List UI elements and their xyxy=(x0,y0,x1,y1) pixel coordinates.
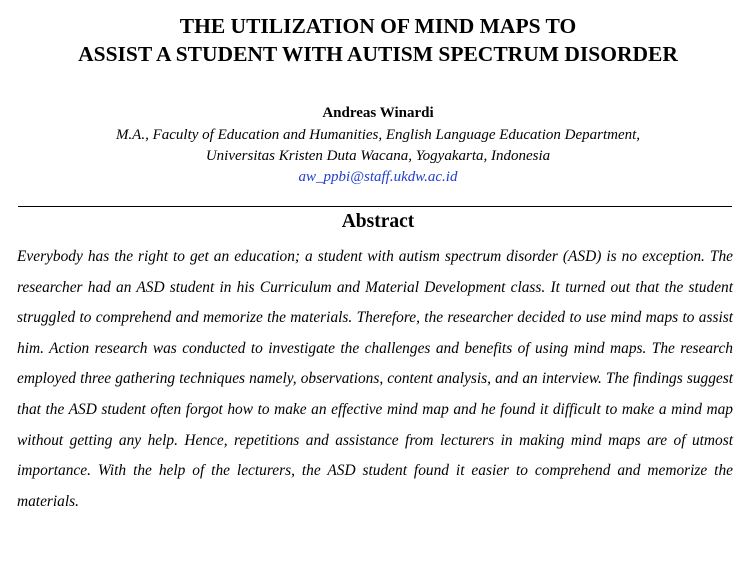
title-line-1: THE UTILIZATION OF MIND MAPS TO xyxy=(179,14,577,38)
author-email-link[interactable]: aw_ppbi@staff.ukdw.ac.id xyxy=(298,169,458,185)
author-affiliation xyxy=(0,125,756,188)
author-name: Andreas Winardi xyxy=(322,105,434,121)
abstract-heading: Abstract xyxy=(341,211,415,232)
affiliation-line-2: Universitas Kristen Duta Wacana, Yogyakarta, Indonesia xyxy=(205,148,551,164)
paper-title xyxy=(0,12,756,68)
title-line-2: ASSIST A STUDENT WITH AUTISM SPECTRUM DISORDER xyxy=(78,42,678,66)
affiliation-line-1: M.A., Faculty of Education and Humanities, English Language Education Department, xyxy=(115,127,641,143)
header-divider xyxy=(18,206,732,207)
abstract-text: Everybody has the right to get an education; a student with autism spectrum disorder (ASD) is no exception. The researcher had an ASD student in his Curriculum and Material Development class. It turned out that the student struggled to comprehend and memorize the materials. Therefore, the researcher decided to use mind maps to assist him. Action research was conducted to investigate the challenges and benefits of using mind maps. The research employed three gathering techniques namely, observations, content analysis, and an interview. The findings suggest that the ASD student often forgot how to make an effective mind map and he found it difficult to make a mind map without getting any help. Hence, repetitions and assistance from lecturers in making mind maps are of utmost importance. With the help of the lecturers, the ASD student found it easier to comprehend and memorize the materials. xyxy=(17,248,733,510)
